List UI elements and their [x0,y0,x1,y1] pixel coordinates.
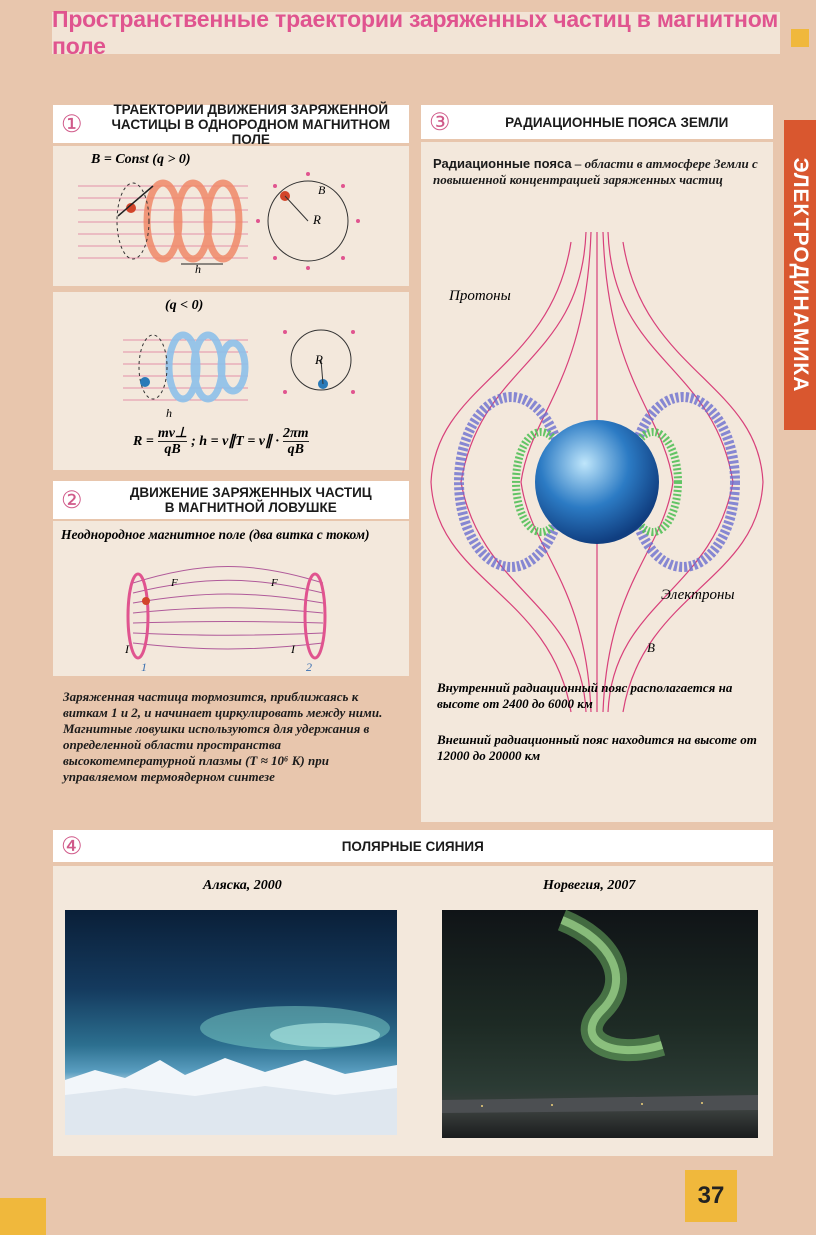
helix-diagram-positive [53,146,409,286]
coil-label-1: 1 [141,660,147,674]
force-label-right: F [271,577,278,589]
protons-label: Протоны [449,288,511,304]
section1-header [53,101,409,147]
condition-positive: B = Const (q > 0) [91,152,191,167]
norway-photo-svg [442,910,758,1138]
magnetic-trap-panel [53,521,409,676]
trap-subtitle: Неоднородное магнитное поле (два витка с током) [61,527,370,542]
section2-title-line1: ДВИЖЕНИЕ ЗАРЯЖЕННЫХ ЧАСТИЦ [129,485,372,500]
condition-negative: (q < 0) [165,298,204,313]
fraction-R [158,426,187,457]
radiation-belts-panel [421,142,773,822]
belts-def-text: – области в атмосфере Земли с повышенной концентрацией заряженных частиц [433,156,758,187]
formula-R: R = [133,433,154,449]
trap-text-1: Заряженная частица тормозится, приближаясь к виткам 1 и 2, и начинает циркулировать между ними. [63,689,383,720]
helix-diagram-negative [53,292,409,470]
section1-title-line1: ТРАЕКТОРИИ ДВИЖЕНИЯ ЗАРЯЖЕННОЙ [113,101,389,117]
photo2-caption: Норвегия, 2007 [543,878,636,893]
fraction-h-num: 2πm [283,426,309,441]
section4-header [53,830,773,862]
current-label-1: I [125,642,129,656]
section1-title [93,102,409,147]
earth-globe [535,420,659,544]
coil-label-2: 2 [306,660,312,674]
section3-header [421,105,773,139]
section2-title-line2: В МАГНИТНОЙ ЛОВУШКЕ [164,500,337,515]
belts-definition [433,156,763,188]
page-title: Пространственные траектории заряженных частиц в магнитном поле [52,6,779,59]
inner-belt-text: Внутренний радиационный пояс располагается на высоте от 2400 до 6000 км [437,680,733,711]
radius-label: R [313,212,321,227]
section1-number: ① [61,110,83,138]
pitch-label-h2: h [166,406,172,420]
section3-title: РАДИАЦИОННЫЕ ПОЯСА ЗЕМЛИ [505,114,729,130]
page-title-banner [52,6,780,59]
trap-description [63,689,403,785]
outer-belt-text: Внешний радиационный пояс находится на высоте от 12000 до 20000 км [437,732,757,763]
aurora-photo-alaska [65,910,397,1135]
pitch-label-h: h [195,262,201,276]
belts-term: Радиационные пояса [433,156,572,171]
page-number: 37 [685,1170,737,1222]
section2-number: ② [61,486,83,514]
earth-field-label: B [647,640,655,655]
section4-title: ПОЛЯРНЫЕ СИЯНИЯ [341,838,484,854]
section1-title-line2: ЧАСТИЦЫ В ОДНОРОДНОМ МАГНИТНОМ ПОЛЕ [111,116,391,147]
field-label: B [318,183,326,197]
chapter-label: ЭЛЕКТРОДИНАМИКА [789,157,812,393]
fraction-h [283,426,309,457]
fraction-R-num: mv⊥ [157,426,188,441]
page-corner-marker [0,1198,46,1235]
helix-positive-svg [53,146,409,286]
corner-marker [791,29,809,47]
chapter-side-tab [784,120,816,430]
section4-number: ④ [61,832,83,860]
section3-number: ③ [429,108,451,136]
alaska-photo-svg [65,910,397,1135]
magnetic-trap-svg [53,521,409,676]
fraction-R-den: qB [164,442,181,457]
aurora-photo-norway [442,910,758,1138]
formula-h: ; h = v∥T = v∥ · [191,434,280,449]
fraction-h-den: qB [287,442,304,457]
photo1-caption: Аляска, 2000 [203,878,282,893]
electrons-label: Электроны [661,587,735,603]
radius-label-2: R [315,352,323,367]
trap-text-2: Магнитные ловушки используются для удержания в определенной области пространства высокотемпературной плазмы (T ≈ 10⁶ K) при управляемом термоядерном синтезе [63,721,370,784]
formula-row [133,426,309,457]
force-label-left: F [171,577,178,589]
section2-header [53,481,409,519]
section2-title [93,485,409,515]
current-label-2: I [291,642,295,656]
aurora-panel [53,866,773,1156]
